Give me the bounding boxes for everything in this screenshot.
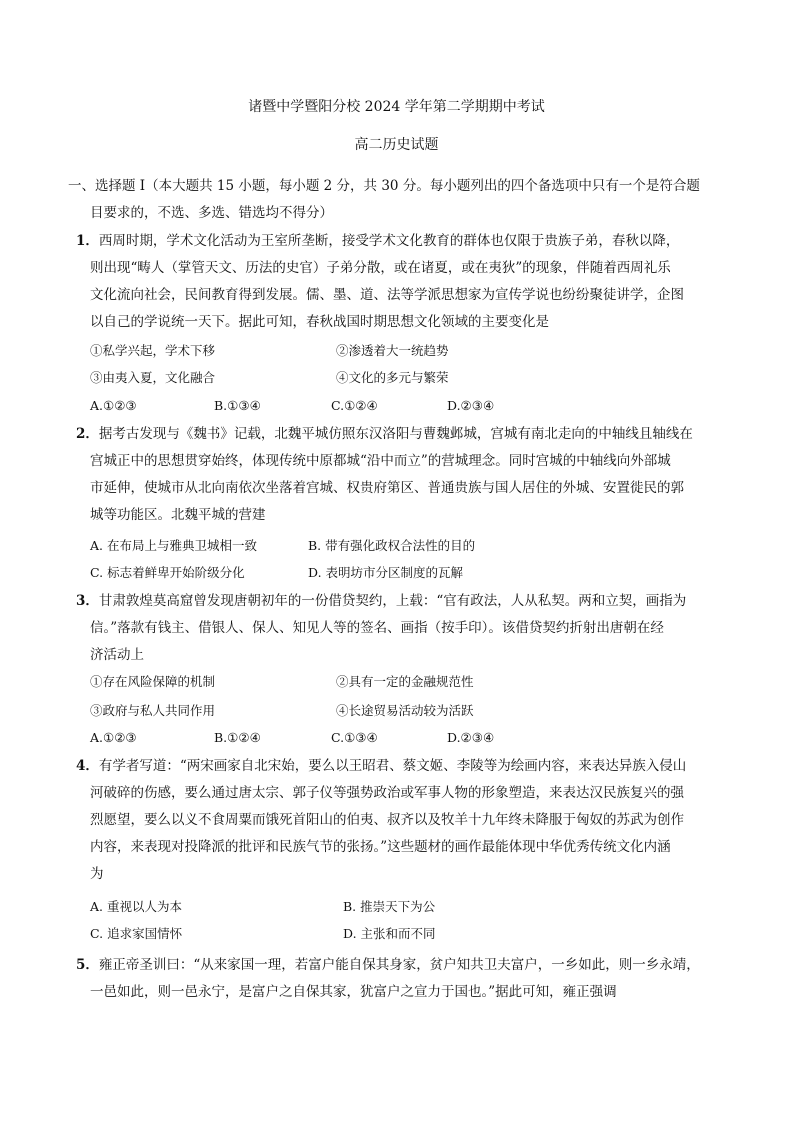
- question-1-option-d: D.②③④: [447, 398, 495, 413]
- question-4-line-3: 烈愿望，要么以义不食周粟而饿死首阳山的伯夷、叔齐以及牧羊十九年终未降服于匈奴的苏武为创作: [90, 812, 684, 828]
- question-4-line-5: 为: [90, 866, 104, 882]
- question-3-line-3: 济活动上: [90, 647, 144, 663]
- question-2-option-c: C. 标志着鲜卑开始阶级分化: [90, 565, 245, 580]
- question-4-option-d: D. 主张和而不同: [343, 926, 436, 941]
- question-1-option-b: B.①③④: [214, 398, 261, 413]
- question-2-option-b: B. 带有强化政权合法性的目的: [308, 538, 476, 553]
- question-1-option-c: C.①②④: [331, 398, 378, 413]
- question-4-number: 4．: [76, 758, 99, 774]
- question-4-option-c: C. 追求家国情怀: [90, 926, 183, 941]
- question-1-line-2: 则出现“畴人（掌管天文、历法的史官）子弟分散，或在诸夏，或在夷狄”的现象，伴随着西周礼乐: [90, 260, 671, 276]
- question-2-option-a: A. 在布局上与雅典卫城相一致: [90, 538, 257, 553]
- question-3-option-d: D.②③④: [447, 730, 495, 745]
- question-2-number: 2．: [76, 426, 99, 442]
- question-3-item-3: ③政府与私人共同作用: [90, 703, 216, 718]
- question-1-line-3: 文化流向社会，民间教育得到发展。儒、墨、道、法等学派思想家为宣传学说也纷纷聚徒讲学，企图: [90, 287, 684, 303]
- question-5-line-1: [76, 955, 700, 975]
- question-4-option-a: A. 重视以人为本: [90, 899, 182, 914]
- question-1-line-4: 以自己的学说统一天下。据此可知，春秋战国时期思想文化领域的主要变化是: [90, 314, 549, 330]
- question-1-item-4: ④文化的多元与繁荣: [336, 370, 449, 385]
- question-5-number: 5．: [76, 957, 99, 973]
- question-1-option-a: A.①②③: [90, 398, 137, 413]
- question-1-line-1: [76, 231, 679, 251]
- question-2-line-1: [76, 424, 693, 444]
- section-instruction-line-1: 一、选择题 I（本大题共 15 小题，每小题 2 分，共 30 分。每小题列出的四个备选项中只有一个是符合题: [68, 178, 700, 194]
- exam-title: 诸暨中学暨阳分校 2024 学年第二学期期中考试: [248, 99, 545, 115]
- question-3-line-2: 信。”落款有钱主、借银人、保人、知见人等的签名、画指（按手印）。该借贷契约折射出唐朝在经: [90, 620, 664, 636]
- question-2-line-2: 宫城正中的思想贯穿始终，体现传统中原都城“沿中而立”的营城理念。同时宫城的中轴线向外部城: [90, 453, 671, 469]
- question-3-number: 3．: [76, 593, 99, 609]
- question-5-text: 雍正帝圣训曰：“从来家国一理，若富户能自保其身家，贫户知共卫夫富户，一乡如此，则一乡永靖，: [98, 957, 700, 973]
- question-3-item-2: ②具有一定的金融规范性: [336, 674, 474, 689]
- question-1-item-1: ①私学兴起，学术下移: [90, 343, 216, 358]
- question-2-line-4: 城等功能区。北魏平城的营建: [90, 507, 266, 523]
- question-4-line-2: 河破碎的伤感，要么通过唐太宗、郭子仪等强势政治或军事人物的形象塑造，来表达汉民族复兴的强: [90, 785, 684, 801]
- exam-subtitle: 高二历史试题: [354, 137, 439, 153]
- question-2-option-d: D. 表明坊市分区制度的瓦解: [308, 565, 464, 580]
- section-instruction-line-2: 目要求的，不选、多选、错选均不得分）: [90, 205, 333, 221]
- question-3-item-4: ④长途贸易活动较为活跃: [336, 703, 474, 718]
- question-4-text: 有学者写道：“两宋画家自北宋始，要么以王昭君、蔡文姬、李陵等为绘画内容，来表达异族入侵山: [98, 758, 687, 774]
- question-3-option-a: A.①②③: [90, 730, 137, 745]
- question-3-line-1: [76, 591, 686, 611]
- question-5-line-2: 一邑如此，则一邑永宁，是富户之自保其家，犹富户之宣力于国也。”据此可知，雍正强调: [90, 984, 617, 1000]
- question-4-line-4: 内容，来表现对投降派的批评和民族气节的张扬。”这些题材的画作最能体现中华优秀传统文化内涵: [90, 839, 671, 855]
- question-4-option-b: B. 推崇天下为公: [343, 899, 436, 914]
- question-1-text: 西周时期，学术文化活动为王室所垄断，接受学术文化教育的群体也仅限于贵族子弟，春秋以降，: [98, 233, 680, 249]
- question-1-item-2: ②渗透着大一统趋势: [336, 343, 449, 358]
- question-3-option-b: B.①②④: [214, 730, 261, 745]
- question-3-text: 甘肃敦煌莫高窟曾发现唐朝初年的一份借贷契约，上载：“官有政法，人从私契。两和立契，画指为: [98, 593, 687, 609]
- question-3-item-1: ①存在风险保障的机制: [90, 674, 216, 689]
- question-4-line-1: [76, 756, 686, 776]
- question-3-option-c: C.①③④: [331, 730, 378, 745]
- question-1-item-3: ③由夷入夏，文化融合: [90, 370, 216, 385]
- question-2-text: 据考古发现与《魏书》记载，北魏平城仿照东汉洛阳与曹魏邺城，宫城有南北走向的中轴线且轴线在: [98, 426, 693, 442]
- question-1-number: 1．: [76, 233, 99, 249]
- question-2-line-3: 市延伸，使城市从北向南依次坐落着宫城、权贵府第区、普通贵族与国人居住的外城、安置徙民的郭: [90, 480, 684, 496]
